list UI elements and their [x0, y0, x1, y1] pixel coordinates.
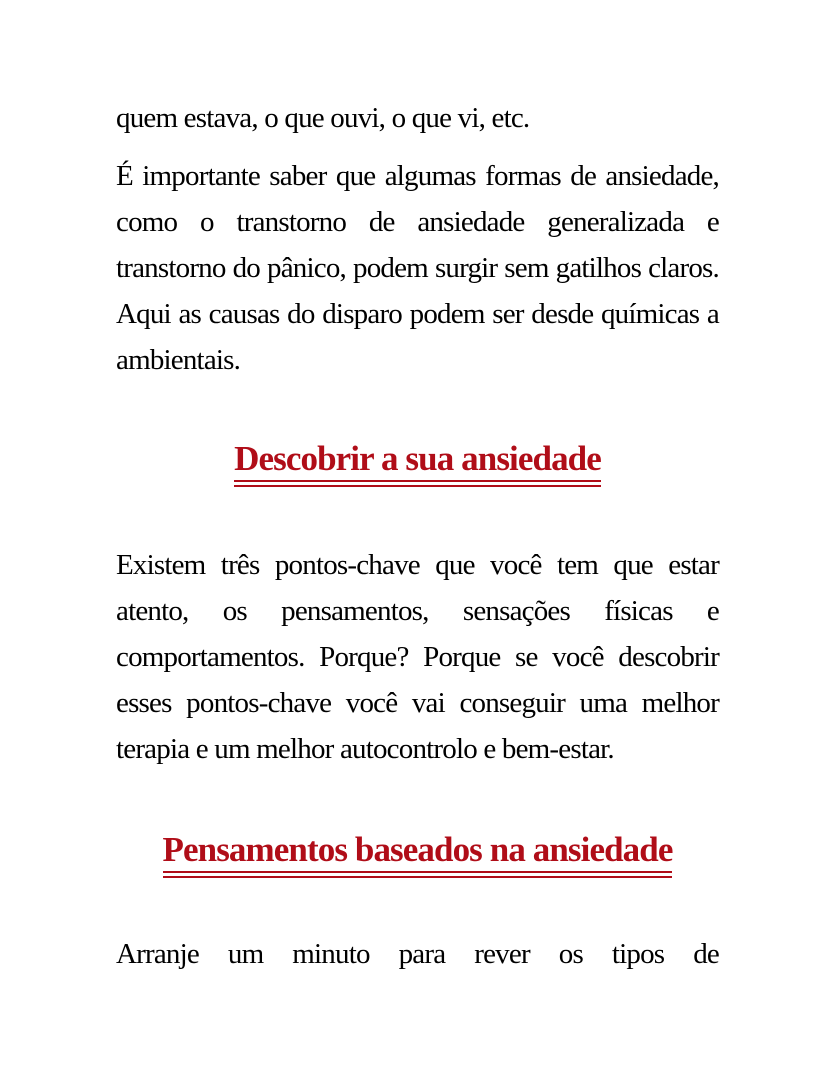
paragraph-continuation: quem estava, o que ouvi, o que vi, etc.: [116, 102, 530, 134]
section-heading-discover-anxiety: [116, 437, 719, 482]
paragraph-key-points: Existem três pontos-chave que você tem que estar atento, os pensamentos, sensações físicas e comportamentos. Porque? Porque se você descobrir esses pontos-chave você vai conseguir uma melhor terapia e um melhor autocontrolo e bem-estar.: [116, 549, 719, 765]
section-heading-anxiety-thoughts: [116, 828, 719, 873]
section-heading-anxiety-thoughts-text: Pensamentos baseados na ansiedade: [163, 831, 673, 873]
document-page: [116, 0, 719, 1078]
section-heading-discover-anxiety-text: Descobrir a sua ansiedade: [234, 440, 601, 482]
paragraph-anxiety-triggers: É importante saber que algumas formas de ansiedade, como o transtorno de ansiedade generalizada e transtorno do pânico, podem surgir sem gatilhos claros. Aqui as causas do disparo podem ser desde químicas a ambientais.: [116, 160, 719, 376]
paragraph-review-types: Arranje um minuto para rever os tipos de: [116, 938, 719, 970]
